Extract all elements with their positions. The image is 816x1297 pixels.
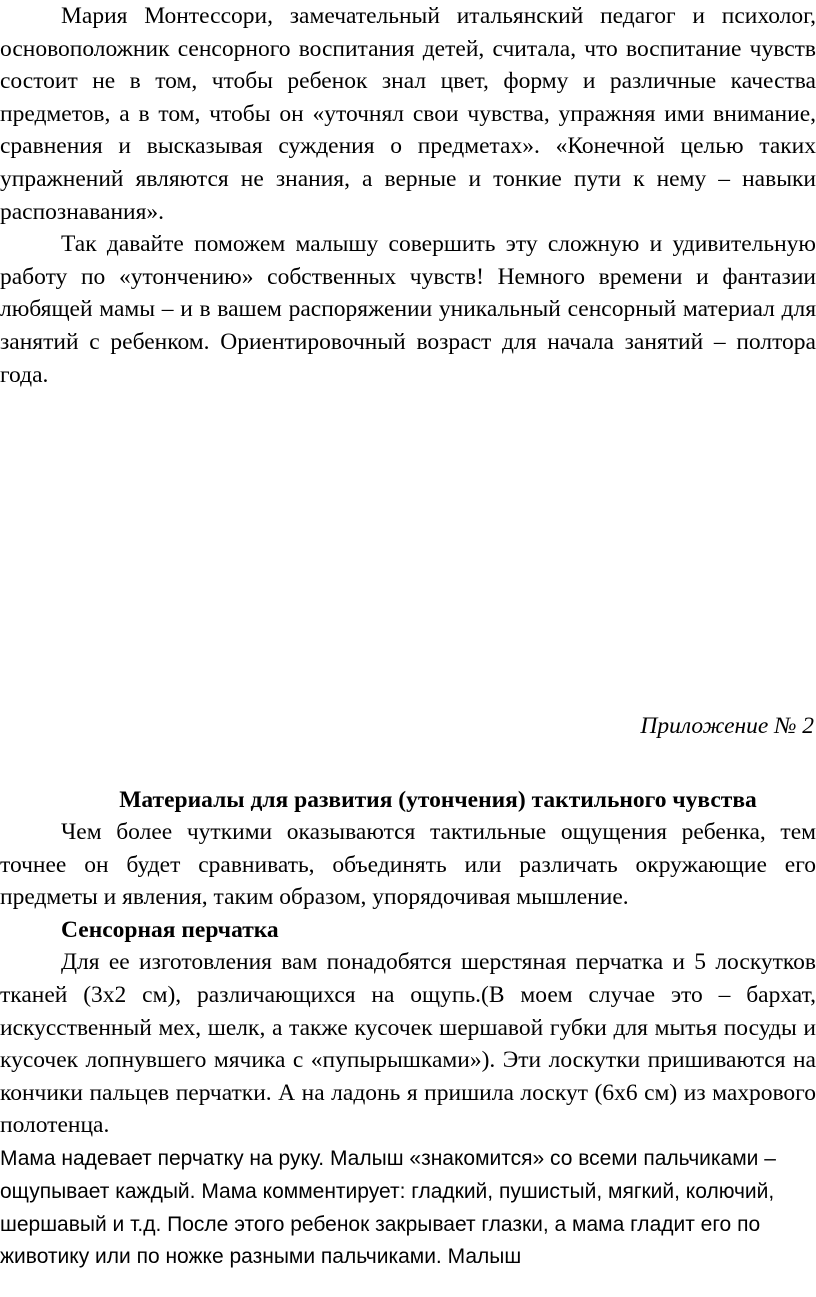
appendix-paragraph-3: Мама надевает перчатку на руку. Малыш «знакомится» со всеми пальчиками – ощупывает каждый. Мама комментирует: гладкий, пушистый, мягкий, колючий, шершавый и т.д. После этого ребенок закрывает глазки, а мама гладит его по животику или по ножке разными пальчиками. Малыш xyxy=(0,1147,776,1269)
intro-paragraph-2: Так давайте поможем малышу совершить эту сложную и удивительную работу по «утончению» собственных чувств! Немного времени и фантазии любящей мамы – и в вашем распоряжении уникальный сенсорный материал для занятий с ребенком. Ориентировочный возраст для начала занятий – полтора года. xyxy=(0,231,816,388)
intro-section xyxy=(0,0,816,391)
appendix-paragraph-2: Для ее изготовления вам понадобятся шерстяная перчатка и 5 лоскутков тканей (3х2 см), различающихся на ощупь.(В моем случае это – бархат, искусственный мех, шелк, а также кусочек шершавой губки для мытья посуды и кусочек лопнувшего мячика с «пупырышками»). Эти лоскутки пришиваются на кончики пальцев перчатки. А на ладонь я пришила лоскут (6х6 см) из махрового полотенца. xyxy=(0,949,816,1139)
section-title: Сенсорная перчатка xyxy=(61,916,279,943)
appendix-paragraph-1: Чем более чуткими оказываются тактильные ощущения ребенка, тем точнее он будет сравнивать, объединять или различать окружающие его предметы и явления, таким образом, упорядочивая мышление. xyxy=(0,819,816,911)
appendix-label: Приложение № 2 xyxy=(640,713,814,739)
appendix-title: Материалы для развития (утончения) тактильного чувства xyxy=(119,787,757,813)
appendix-continuation xyxy=(0,1143,812,1274)
appendix-body xyxy=(0,816,816,1142)
intro-paragraph-1: Мария Монтессори, замечательный итальянский педагог и психолог, основоположник сенсорного воспитания детей, считала, что воспитание чувств состоит не в том, чтобы ребенок знал цвет, форму и различные качества предметов, а в том, чтобы он «уточнял свои чувства, упражняя ими внимание, сравнения и высказывая суждения о предметах». «Конечной целью таких упражнений являются не знания, а верные и тонкие пути к нему – навыки распознавания». xyxy=(0,3,816,225)
